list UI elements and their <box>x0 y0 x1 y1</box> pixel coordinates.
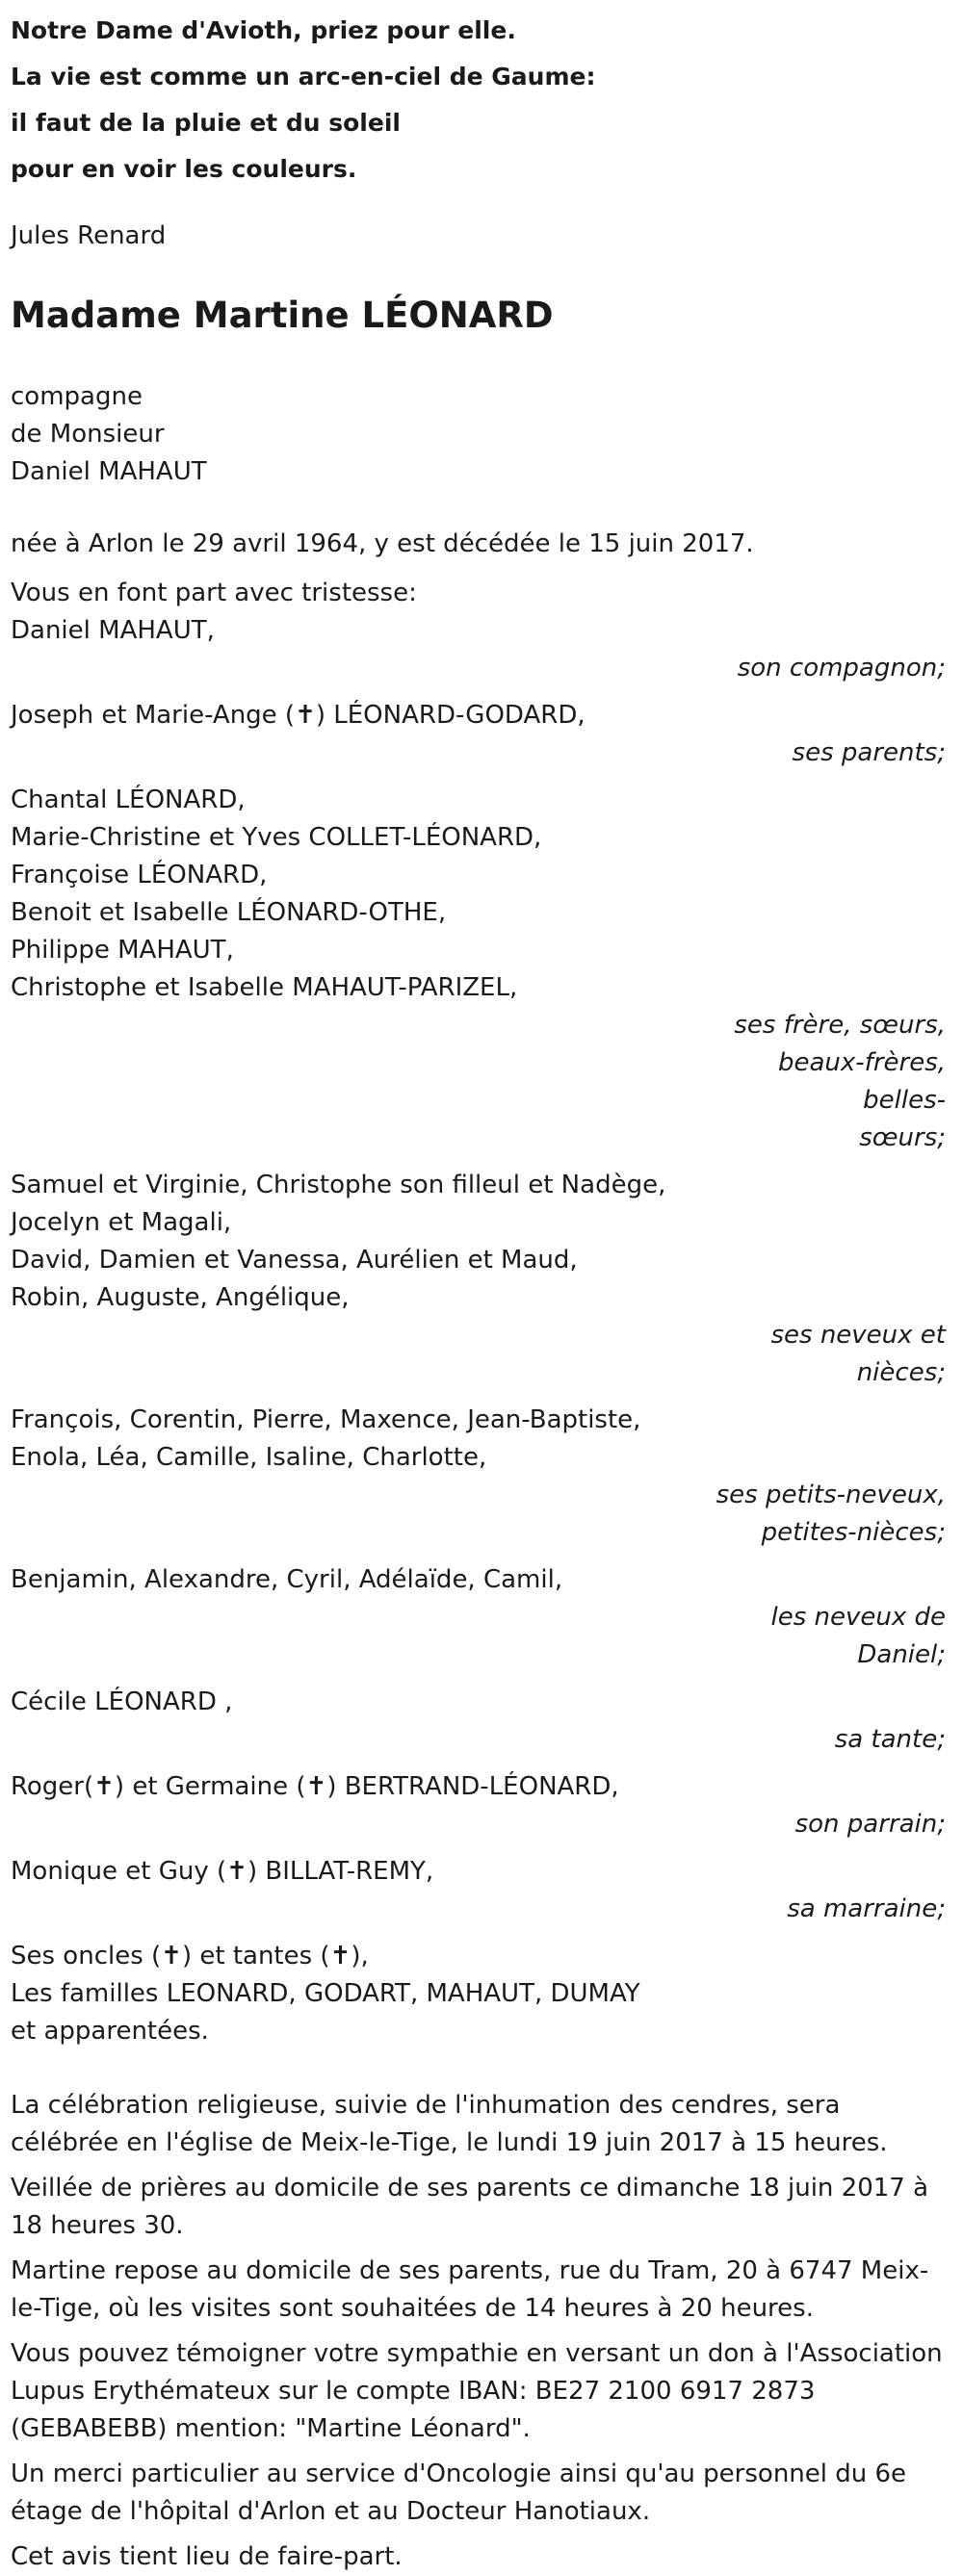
family-name-line: Daniel MAHAUT, <box>11 616 215 645</box>
family-relation <box>695 734 946 772</box>
family-relation-line: petites-nièces; <box>761 1518 946 1547</box>
family-relation-line: sa tante; <box>834 1725 946 1754</box>
family-group <box>11 1402 946 1561</box>
companion-line: de Monsieur <box>11 420 165 449</box>
family-relation <box>695 650 946 687</box>
ceremony-paragraph: Vous pouvez témoigner votre sympathie en versant un don à l'Association Lupus Erythémateux sur le compte IBAN: BE27 2100 6917 2873 (GEBABEBB) mention: "Martine Léonard". <box>11 2339 943 2443</box>
family-name-line: Benjamin, Alexandre, Cyril, Adélaïde, Camil, <box>11 1565 563 1594</box>
family-relation <box>695 1599 946 1674</box>
ceremony-paragraph: La célébration religieuse, suivie de l'inhumation des cendres, sera célébrée en l'église de Meix-le-Tige, le lundi 19 juin 2017 à 15 heures. <box>11 2091 888 2157</box>
family-relation-line: beaux-frères, belles- <box>777 1048 946 1115</box>
birth-death-line: née à Arlon le 29 avril 1964, y est décédée le 15 juin 2017. <box>11 529 754 558</box>
family-name-line: Monique et Guy (✝) BILLAT-REMY, <box>11 1857 434 1886</box>
family-names <box>11 1561 946 1599</box>
poem-line: La vie est comme un arc-en-ciel de Gaume: <box>11 63 596 90</box>
family-name-line: Robin, Auguste, Angélique, <box>11 1283 350 1312</box>
family-name-line: Françoise LÉONARD, <box>11 861 268 889</box>
family-names <box>11 1938 946 2050</box>
family-name-line: Chantal LÉONARD, <box>11 786 246 814</box>
family-names <box>11 1402 946 1477</box>
family-group <box>11 1561 946 1684</box>
family-relation-line: Daniel; <box>857 1640 946 1669</box>
ceremony-paragraph: Martine repose au domicile de ses parents, rue du Tram, 20 à 6747 Meix-le-Tige, où les visites sont souhaitées de 14 heures à 20 heures. <box>11 2256 929 2323</box>
poem-line: pour en voir les couleurs. <box>11 155 357 183</box>
family-relation-line: ses parents; <box>792 738 946 767</box>
ceremony-paragraph: Un merci particulier au service d'Oncologie ainsi qu'au personnel du 6e étage de l'hôpital d'Arlon et au Docteur Hanotiaux. <box>11 2460 907 2526</box>
poem-line: il faut de la pluie et du soleil <box>11 109 401 137</box>
family-names <box>11 1768 946 1806</box>
family-names <box>11 1853 946 1891</box>
family-relation <box>695 1477 946 1552</box>
family-name-line: Jocelyn et Magali, <box>11 1208 232 1237</box>
family-name-line: Joseph et Marie-Ange (✝) LÉONARD-GODARD, <box>11 701 586 730</box>
family-name-line: Benoit et Isabelle LÉONARD-OTHE, <box>11 898 447 927</box>
family-name-line: Christophe et Isabelle MAHAUT-PARIZEL, <box>11 973 518 1002</box>
family-relation-line: son compagnon; <box>737 654 946 683</box>
family-relation-line: son parrain; <box>794 1810 946 1839</box>
poem-author: Jules Renard <box>11 221 167 250</box>
family-relation-line: sœurs; <box>859 1123 946 1152</box>
family-name-line: Roger(✝) et Germaine (✝) BERTRAND-LÉONARD, <box>11 1772 619 1801</box>
family-relation <box>695 1721 946 1759</box>
family-names <box>11 1167 946 1317</box>
family-names <box>11 782 946 1007</box>
family-name-line: Samuel et Virginie, Christophe son filleul et Nadège, <box>11 1171 666 1199</box>
family-relation-line: ses frère, sœurs, <box>734 1011 946 1040</box>
family-relation <box>695 1317 946 1392</box>
family-relation-line: sa marraine; <box>787 1894 946 1923</box>
family-relation-line: nièces; <box>856 1358 946 1387</box>
family-group <box>11 1167 946 1402</box>
family-name-line: François, Corentin, Pierre, Maxence, Jean-Baptiste, <box>11 1405 641 1434</box>
family-name-line: Marie-Christine et Yves COLLET-LÉONARD, <box>11 823 542 852</box>
family-group <box>11 1938 946 2060</box>
family-name-line: Ses oncles (✝) et tantes (✝), <box>11 1942 369 1971</box>
family-name-line: David, Damien et Vanessa, Aurélien et Maud, <box>11 1246 578 1275</box>
ceremony-details <box>11 2087 946 2576</box>
family-group <box>11 1768 946 1853</box>
family-name-line: Cécile LÉONARD , <box>11 1687 233 1716</box>
family-relation <box>695 1891 946 1928</box>
companion-line: compagne <box>11 382 143 411</box>
poem <box>11 8 946 193</box>
family-group <box>11 1684 946 1768</box>
deceased-name: Madame Martine LÉONARD <box>11 295 554 336</box>
companion-line: Daniel MAHAUT <box>11 457 207 486</box>
family-relation-line: ses petits-neveux, <box>716 1481 946 1509</box>
family-name-line: et apparentées. <box>11 2017 209 2046</box>
family-list <box>11 612 946 2060</box>
poem-line: Notre Dame d'Avioth, priez pour elle. <box>11 16 516 44</box>
ceremony-paragraph: Cet avis tient lieu de faire-part. <box>11 2542 403 2571</box>
intro-line: Vous en font part avec tristesse: <box>11 579 417 607</box>
family-relation <box>695 1007 946 1157</box>
family-group <box>11 697 946 782</box>
family-names <box>11 1684 946 1721</box>
family-names <box>11 697 946 734</box>
family-group <box>11 782 946 1167</box>
family-relation <box>695 1806 946 1843</box>
ceremony-paragraph: Veillée de prières au domicile de ses parents ce dimanche 18 juin 2017 à 18 heures 30. <box>11 2174 929 2240</box>
family-relation-line: les neveux de <box>770 1603 946 1632</box>
family-name-line: Enola, Léa, Camille, Isaline, Charlotte, <box>11 1443 487 1472</box>
family-group <box>11 1853 946 1938</box>
family-name-line: Les familles LEONARD, GODART, MAHAUT, DUMAY <box>11 1979 640 2008</box>
companion-block <box>11 378 946 491</box>
family-names <box>11 612 946 650</box>
family-name-line: Philippe MAHAUT, <box>11 936 234 965</box>
family-relation-line: ses neveux et <box>770 1321 946 1350</box>
family-group <box>11 612 946 697</box>
